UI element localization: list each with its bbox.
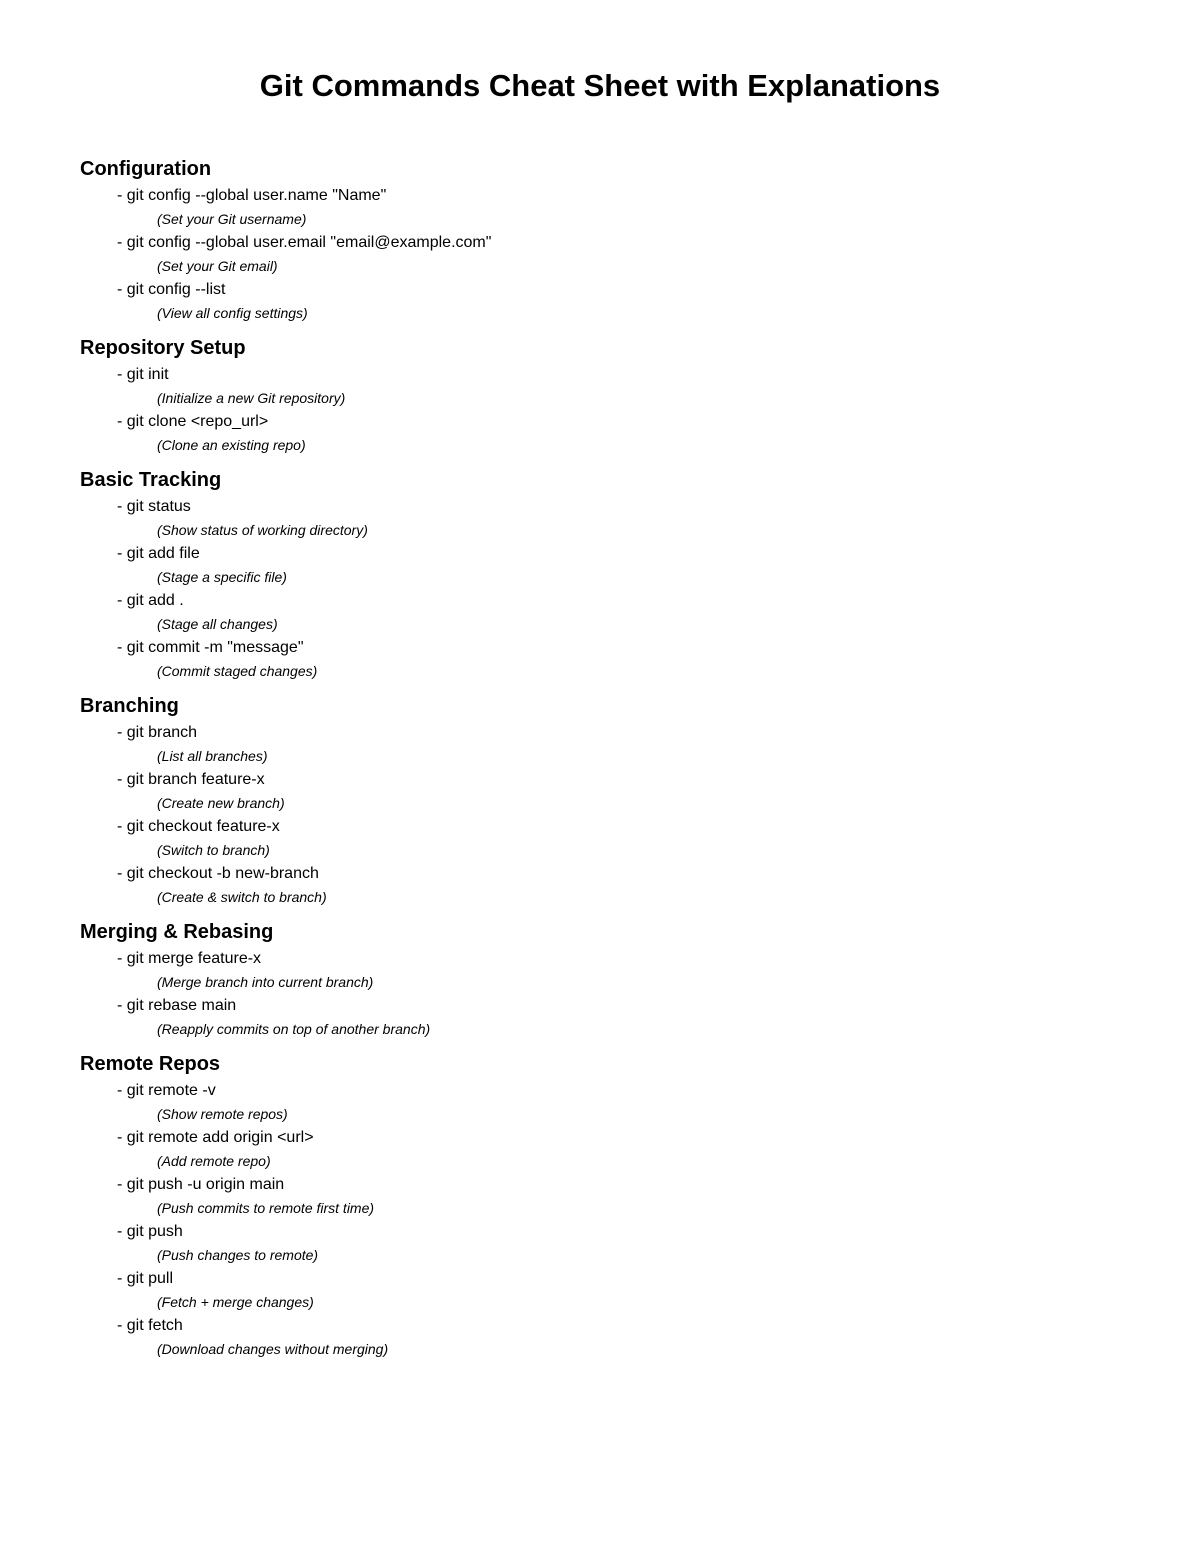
command-item [80,542,1140,589]
command-description: (Clone an existing repo) [157,437,306,453]
command-description: (Merge branch into current branch) [157,974,374,990]
command-text: - git clone <repo_url> [117,413,269,430]
command-item [80,184,1140,231]
cheat-sheet-content [80,154,1140,1369]
command-text: - git checkout feature-x [117,818,280,835]
command-item [80,636,1140,683]
command-item [80,410,1140,457]
command-text: - git merge feature-x [117,950,262,967]
command-text: - git remote add origin <url> [117,1129,314,1146]
command-text: - git rebase main [117,997,237,1014]
command-item [80,994,1140,1041]
command-item [80,231,1140,278]
command-text: - git checkout -b new-branch [117,865,319,882]
command-item [80,363,1140,410]
command-item [80,278,1140,325]
command-text: - git fetch [117,1317,183,1334]
command-text: - git config --list [117,281,226,298]
command-description: (Create new branch) [157,795,285,811]
section-repository-setup [80,333,1140,457]
command-description: (Fetch + merge changes) [157,1294,314,1310]
command-description: (Stage all changes) [157,616,278,632]
section-branching [80,691,1140,909]
section-basic-tracking [80,465,1140,683]
section-heading: Repository Setup [80,337,246,359]
command-item [80,815,1140,862]
command-item [80,1314,1140,1361]
section-heading: Merging & Rebasing [80,921,274,943]
section-heading: Basic Tracking [80,469,222,491]
command-description: (Download changes without merging) [157,1341,389,1357]
command-item [80,947,1140,994]
command-text: - git add . [117,592,184,609]
command-item [80,589,1140,636]
command-description: (Commit staged changes) [157,663,318,679]
command-description: (Show status of working directory) [157,522,368,538]
command-description: (Add remote repo) [157,1153,271,1169]
command-text: - git branch [117,724,198,741]
command-item [80,1079,1140,1126]
command-list [80,721,1140,909]
command-description: (View all config settings) [157,305,308,321]
command-text: - git remote -v [117,1082,216,1099]
command-description: (List all branches) [157,748,268,764]
section-heading: Branching [80,695,179,717]
section-remote-repos [80,1049,1140,1361]
command-list [80,1079,1140,1361]
command-list [80,184,1140,325]
command-item [80,862,1140,909]
section-configuration [80,154,1140,325]
command-list [80,363,1140,457]
command-item [80,495,1140,542]
command-text: - git add file [117,545,200,562]
command-text: - git pull [117,1270,174,1287]
command-description: (Push commits to remote first time) [157,1200,375,1216]
command-text: - git branch feature-x [117,771,265,788]
command-text: - git init [117,366,169,383]
command-item [80,1220,1140,1267]
command-item [80,1173,1140,1220]
command-list [80,947,1140,1041]
command-item [80,768,1140,815]
command-text: - git config --global user.email "email@example.com" [117,234,492,251]
command-description: (Show remote repos) [157,1106,288,1122]
command-description: (Set your Git email) [157,258,278,274]
command-item [80,721,1140,768]
command-item [80,1267,1140,1314]
command-text: - git config --global user.name "Name" [117,187,387,204]
section-merging-rebasing [80,917,1140,1041]
command-text: - git push [117,1223,183,1240]
section-heading: Remote Repos [80,1053,221,1075]
command-list [80,495,1140,683]
command-description: (Create & switch to branch) [157,889,327,905]
command-text: - git commit -m "message" [117,639,304,656]
command-description: (Set your Git username) [157,211,307,227]
command-item [80,1126,1140,1173]
section-heading: Configuration [80,158,212,180]
command-description: (Initialize a new Git repository) [157,390,346,406]
page-title: Git Commands Cheat Sheet with Explanations [259,68,941,103]
command-description: (Stage a specific file) [157,569,287,585]
command-description: (Reapply commits on top of another branch) [157,1021,431,1037]
command-text: - git push -u origin main [117,1176,285,1193]
command-description: (Push changes to remote) [157,1247,319,1263]
command-description: (Switch to branch) [157,842,270,858]
command-text: - git status [117,498,191,515]
